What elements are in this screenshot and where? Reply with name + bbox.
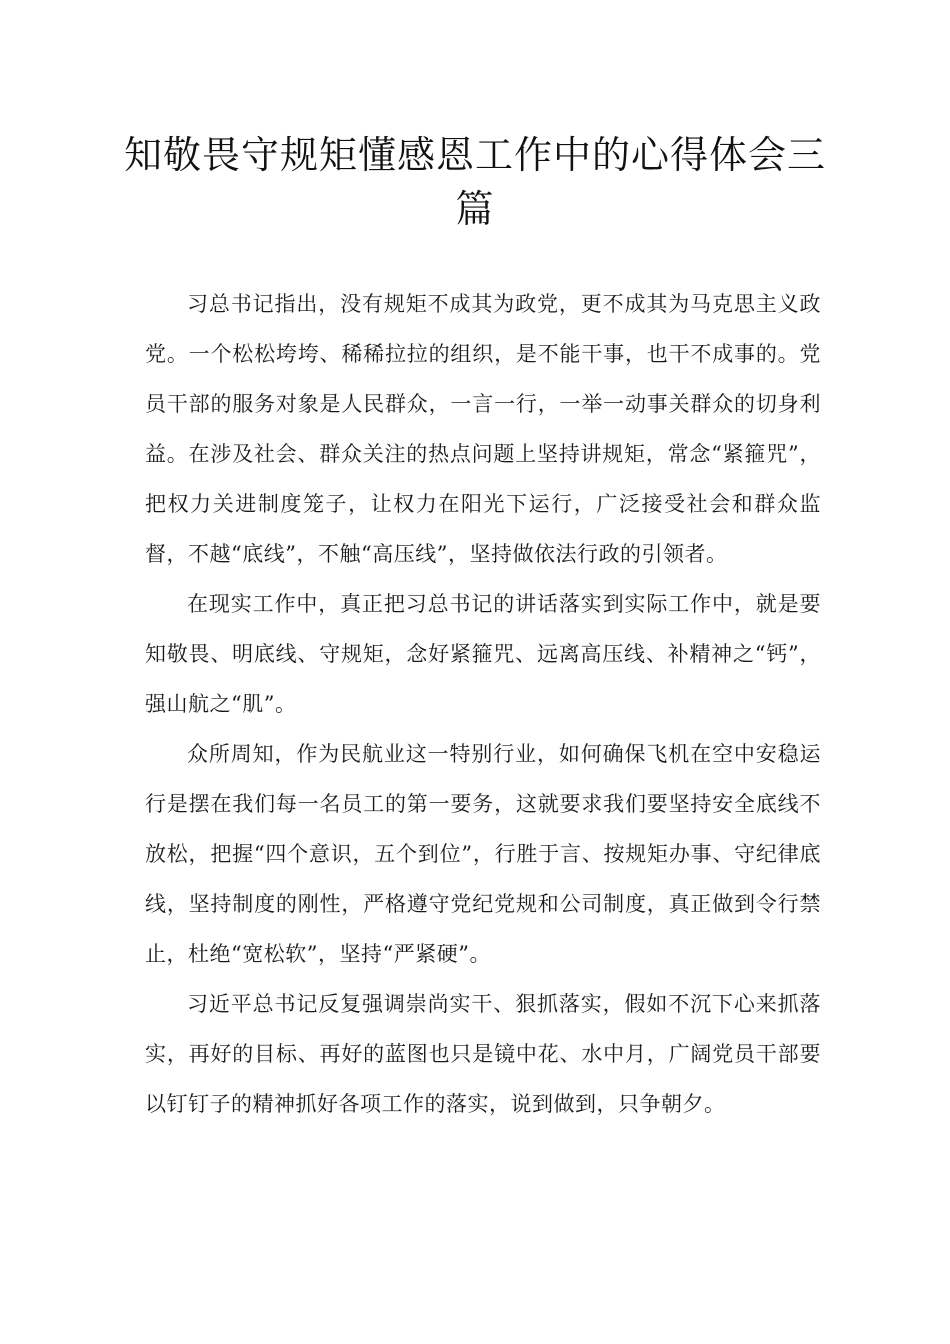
document-title: 知敬畏守规矩懂感恩工作中的心得体会三篇 (123, 133, 826, 231)
paragraph: 习近平总书记反复强调崇尚实干、狠抓落实，假如不沉下心来抓落实，再好的目标、再好的蓝图也只是镜中花、水中月，广阔党员干部要以钉钉子的精神抓好各项工作的落实，说到做到，只争朝夕。 (145, 992, 821, 1116)
document-body (145, 279, 821, 1129)
paragraph: 习总书记指出，没有规矩不成其为政党，更不成其为马克思主义政党。一个松松垮垮、稀稀拉拉的组织，是不能干事，也干不成事的。党员干部的服务对象是人民群众，一言一行，一举一动事关群众的切身利益。在涉及社会、群众关注的热点问题上坚持讲规矩，常念“紧箍咒”，把权力关进制度笼子，让权力在阳光下运行，广泛接受社会和群众监督，不越“底线”，不触“高压线”，坚持做依法行政的引领者。 (145, 292, 821, 566)
paragraph: 众所周知，作为民航业这一特别行业，如何确保飞机在空中安稳运行是摆在我们每一名员工的第一要务，这就要求我们要坚持安全底线不放松，把握“四个意识，五个到位”，行胜于言、按规矩办事、守纪律底线，坚持制度的刚性，严格遵守党纪党规和公司制度，真正做到令行禁止，杜绝“宽松软”，坚持“严紧硬”。 (145, 742, 821, 966)
paragraph: 在现实工作中，真正把习总书记的讲话落实到实际工作中，就是要知敬畏、明底线、守规矩，念好紧箍咒、远离高压线、补精神之“钙”，强山航之“肌”。 (145, 592, 821, 716)
